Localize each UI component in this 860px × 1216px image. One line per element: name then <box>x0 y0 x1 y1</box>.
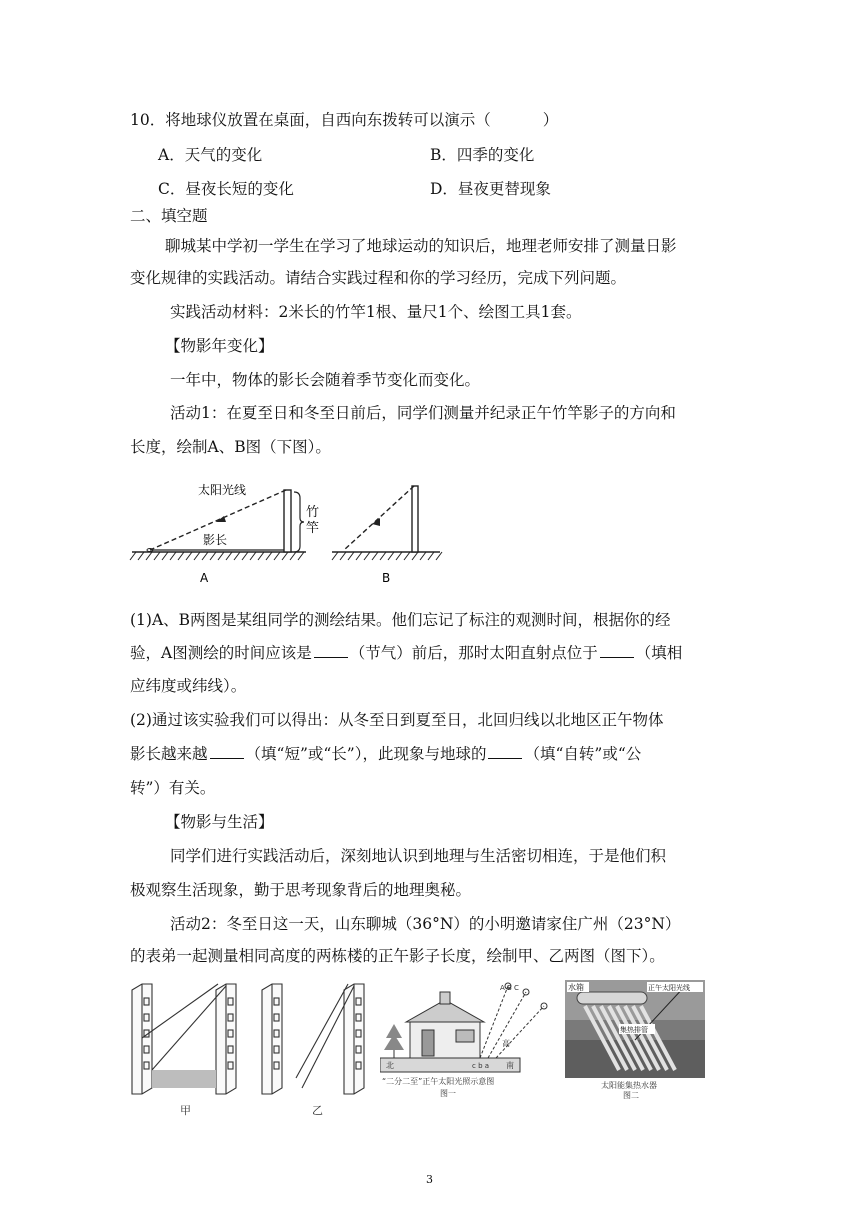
figure-jia <box>132 984 236 1094</box>
q10-option-a: A．天气的变化 <box>158 146 263 164</box>
q1-blank-1[interactable] <box>314 643 348 658</box>
q1-line-3: 应纬度或纬线）。 <box>130 677 247 695</box>
sun-ray-label: 太阳光线 <box>198 483 247 497</box>
figure-buildings <box>128 978 378 1118</box>
intro-line-1: 聊城某中学初一学生在学习了地球运动的知识后，地理老师安排了测量日影 <box>165 237 677 255</box>
part2-line-2: 极观察生活现象，勤于思考现象背后的地理奥秘。 <box>130 881 472 899</box>
activity1-line-1: 活动1：在夏至日和冬至日前后，同学们测量并纪录正午竹竿影子的方向和 <box>170 404 676 422</box>
fig2-tank: 水箱 <box>568 983 584 992</box>
q10-option-c: C．昼夜长短的变化 <box>158 180 294 198</box>
q2-blank-2[interactable] <box>488 744 522 759</box>
q2-line-1: (2)通过该实验我们可以得出：从冬至日到夏至日，北回归线以北地区正午物体 <box>130 711 664 729</box>
intro-line-2: 变化规律的实践活动。请结合实践过程和你的学习经历，完成下列问题。 <box>130 269 627 287</box>
fig2-name: 图二 <box>623 1091 639 1100</box>
pole-label-1: 竹 <box>306 505 320 520</box>
fig1-sun-points: A B C <box>500 984 519 992</box>
fig2-caption: 太阳能集热水器 <box>601 1081 657 1090</box>
q1-blank-2[interactable] <box>600 643 634 658</box>
figure-ab <box>128 472 458 587</box>
figure-yi <box>262 984 364 1094</box>
sun-ray-b <box>344 486 414 550</box>
q10-option-d: D．昼夜更替现象 <box>430 180 551 198</box>
q1-line-1: (1)A、B两图是某组同学的测绘结果。他们忘记了标注的观测时间，根据你的经 <box>130 611 671 629</box>
q1-line-2-c: （填相 <box>635 644 683 662</box>
q2-line-2 <box>130 744 641 764</box>
figure-a-label: A <box>200 571 209 585</box>
q2-blank-1[interactable] <box>210 744 244 759</box>
q2-line-2-c: （填“自转”或“公 <box>524 745 642 763</box>
q10-option-b: B．四季的变化 <box>430 146 535 164</box>
q10-stem <box>130 110 558 130</box>
figure-one <box>380 978 555 1098</box>
part2-line-1: 同学们进行实践活动后，深刻地认识到地理与生活密切相连，于是他们积 <box>170 847 667 865</box>
part2-title: 【物影与生活】 <box>165 813 274 831</box>
part1-title: 【物影年变化】 <box>165 337 274 355</box>
q1-line-2-a: 验，A图测绘的时间应该是 <box>130 644 312 662</box>
activity2-line-1: 活动2：冬至日这一天，山东聊城（36°N）的小明邀请家住广州（23°N） <box>170 915 681 933</box>
label-yi: 乙 <box>312 1104 323 1117</box>
activity2-line-2: 的表弟一起测量相同高度的两栋楼的正午影子长度，绘制甲、乙两图（图下）。 <box>130 947 665 965</box>
label-jia: 甲 <box>180 1104 191 1117</box>
section-heading: 二、填空题 <box>130 207 208 225</box>
fig1-north: 北 <box>386 1061 394 1070</box>
fig1-caption: “二分二至”正午太阳光照示意图 <box>382 1077 495 1086</box>
figure-a <box>130 482 319 585</box>
q10-stem-text: 10．将地球仪放置在桌面，自西向东拨转可以演示（ <box>130 111 491 129</box>
fig1-high: 高 <box>502 1039 510 1048</box>
fig1-south: 南 <box>506 1061 514 1070</box>
fig1-points: c b a <box>472 1062 490 1070</box>
materials: 实践活动材料：2米长的竹竿1根、量尺1个、绘图工具1套。 <box>170 303 582 321</box>
page-number: 3 <box>426 1173 433 1186</box>
q2-line-2-a: 影长越来越 <box>130 745 208 763</box>
figure-two <box>565 980 705 1100</box>
q1-line-2-b: （节气）前后，那时太阳直射点位于 <box>349 644 598 662</box>
q10-stem-close: ） <box>542 111 559 129</box>
pole-label-2: 竿 <box>306 521 320 536</box>
q2-line-3: 转”）有关。 <box>130 779 216 797</box>
shadow-label: 影长 <box>203 533 228 547</box>
fig2-light: 正午太阳光线 <box>648 984 690 992</box>
q1-line-2 <box>130 643 682 663</box>
figure-b <box>332 486 442 585</box>
activity1-line-2: 长度，绘制A、B图（下图）。 <box>130 438 331 456</box>
part1-text: 一年中，物体的影长会随着季节变化而变化。 <box>170 371 481 389</box>
fig1-name: 图一 <box>440 1089 456 1098</box>
figure-b-label: B <box>382 571 391 585</box>
q2-line-2-b: （填“短”或“长”），此现象与地球的 <box>245 745 487 763</box>
fig2-pipe: 集热排管 <box>620 1026 648 1034</box>
